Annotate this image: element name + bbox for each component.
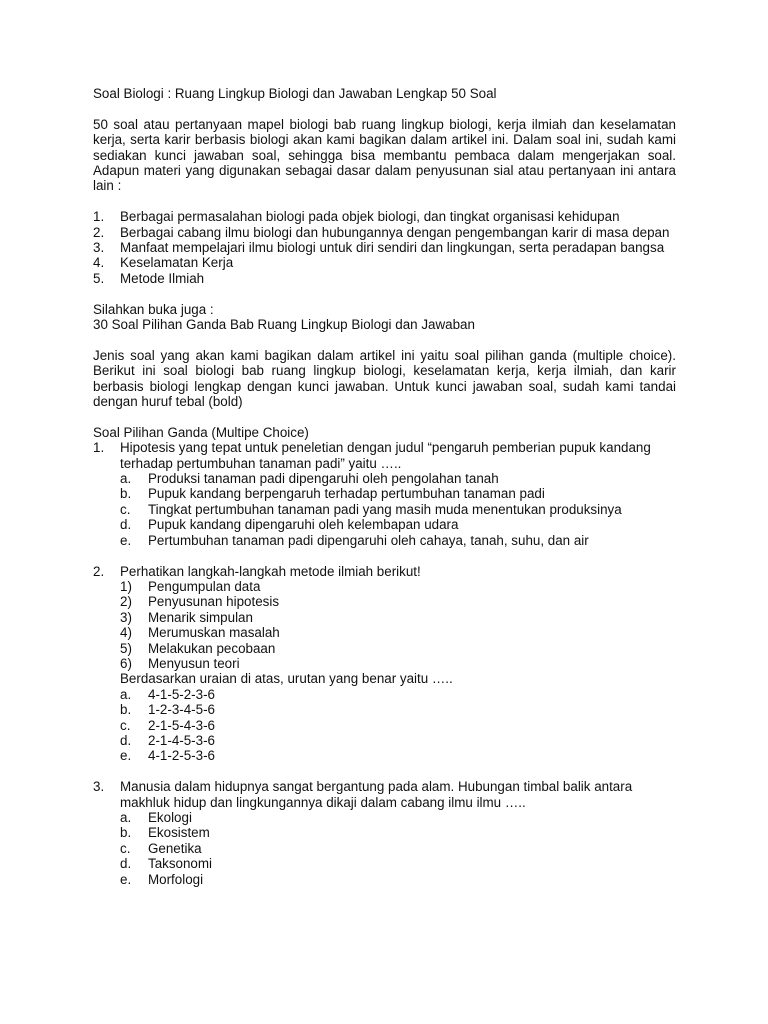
option-item: c. Tingkat pertumbuhan tanaman padi yang masih muda menentukan produksinya: [120, 501, 622, 517]
question-text: Manusia dalam hidupnya sangat bergantung pada alam. Hubungan timbal balik antara makhluk hidup dan lingkungannya dikaji dalam cabang ilmu ilmu …..: [120, 779, 633, 810]
topic-list: [93, 209, 676, 286]
step-item: 3) Menarik simpulan: [120, 609, 253, 625]
option-item: e. Pertumbuhan tanaman padi dipengaruhi oleh cahaya, tanah, suhu, dan air: [120, 532, 589, 548]
option-item: b. Pupuk kandang berpengaruh terhadap pertumbuhan tanaman padi: [120, 486, 545, 502]
question-1: [93, 440, 676, 548]
question-number: 2.: [93, 563, 105, 579]
option-list: [120, 810, 676, 887]
see-also-label: Silahkan buka juga :: [93, 301, 214, 317]
step-item: 1) Pengumpulan data: [120, 578, 261, 594]
option-item: e. 4-1-2-5-3-6: [120, 748, 215, 764]
document-body: [93, 86, 676, 887]
section-title: Soal Pilihan Ganda (Multipe Choice): [93, 424, 309, 440]
list-item: 4. Keselamatan Kerja: [93, 255, 234, 271]
list-item: 2. Berbagai cabang ilmu biologi dan hubungannya dengan pengembangan karir di masa depan: [93, 224, 670, 240]
option-item: d. 2-1-4-5-3-6: [120, 732, 215, 748]
question-3: [93, 779, 676, 887]
option-item: e. Morfologi: [120, 871, 204, 887]
list-item: 1. Berbagai permasalahan biologi pada objek biologi, dan tingkat organisasi kehidupan: [93, 209, 620, 225]
option-item: b. 1-2-3-4-5-6: [120, 702, 215, 718]
option-item: c. Genetika: [120, 840, 202, 856]
option-item: b. Ekosistem: [120, 825, 210, 841]
intro-paragraph: 50 soal atau pertanyaan mapel biologi bab ruang lingkup biologi, kerja ilmiah dan keselamatan kerja, serta karir berbasis biologi akan kami bagikan dalam artikel ini. Dalam soal ini, sudah kami sediakan kunci jawaban soal, sehingga bisa membantu pembaca dalam mengerjakan soal. Adapun materi yang digunakan sebagai dasar dalam penyusunan sial atau pertanyaan ini antara lain :: [93, 116, 676, 194]
question-2: [93, 564, 676, 764]
option-item: d. Pupuk kandang dipengaruhi oleh kelembapan udara: [120, 517, 459, 533]
question-text: Hipotesis yang tepat untuk peneletian dengan judul “pengaruh pemberian pupuk kandang terhadap pertumbuhan tanaman padi” yaitu …..: [120, 440, 651, 471]
option-item: a. Produksi tanaman padi dipengaruhi oleh pengolahan tanah: [120, 471, 499, 487]
document-title: Soal Biologi : Ruang Lingkup Biologi dan Jawaban Lengkap 50 Soal: [93, 86, 497, 101]
list-item: 5. Metode Ilmiah: [93, 270, 205, 286]
step-list: [120, 579, 676, 687]
step-item: 2) Penyusunan hipotesis: [120, 594, 280, 610]
description-paragraph: Jenis soal yang akan kami bagikan dalam artikel ini yaitu soal pilihan ganda (multiple choice). Berikut ini soal biologi bab ruang lingkup biologi, keselamatan kerja, kerja ilmiah, dan karir berbasis biologi lengkap dengan kunci jawaban. Untuk kunci jawaban soal, sudah kami tandai dengan huruf tebal (bold): [93, 347, 676, 410]
option-item: d. Taksonomi: [120, 856, 213, 872]
option-list: [120, 687, 676, 764]
step-item: 5) Melakukan pecobaan: [120, 640, 276, 656]
see-also-link[interactable]: 30 Soal Pilihan Ganda Bab Ruang Lingkup Biologi dan Jawaban: [93, 317, 475, 333]
option-item: a. 4-1-5-2-3-6: [120, 686, 215, 702]
option-item: c. 2-1-5-4-3-6: [120, 717, 215, 733]
question-number: 3.: [93, 779, 105, 795]
step-item: 4) Merumuskan masalah: [120, 625, 280, 641]
step-item: 6) Menyusun teori: [120, 655, 240, 671]
question-followup: Berdasarkan uraian di atas, urutan yang benar yaitu …..: [120, 671, 453, 687]
question-text: Perhatikan langkah-langkah metode ilmiah berikut!: [120, 563, 421, 579]
list-item: 3. Manfaat mempelajari ilmu biologi untuk diri sendiri dan lingkungan, serta peradapan bangsa: [93, 240, 665, 256]
option-list: [120, 471, 676, 548]
option-item: a. Ekologi: [120, 809, 192, 825]
question-number: 1.: [93, 440, 105, 456]
